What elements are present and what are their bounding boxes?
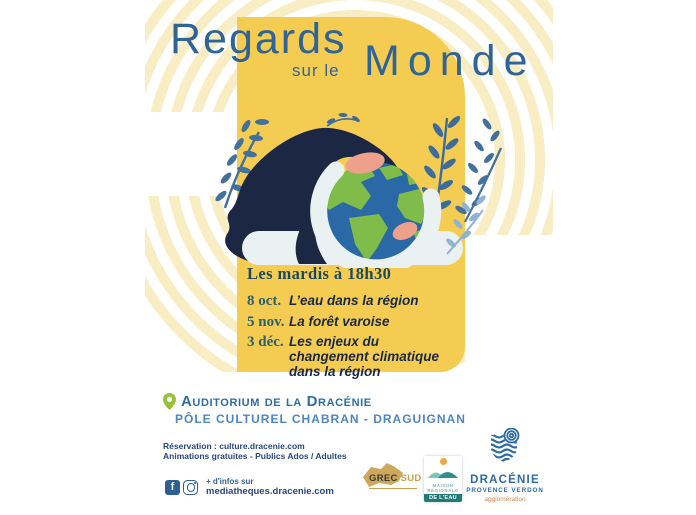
maison-line2: RÉGIONALE [427,488,459,493]
schedule-block [247,264,462,379]
instagram-lens [187,483,196,492]
leaf-sprig-light [445,194,487,254]
title-word-monde: Monde [364,37,536,85]
regards-sur-le-monde-poster [145,0,553,515]
sud-word: SUD [400,473,422,484]
location-pin-icon [163,393,176,410]
grec-sud-logo [361,461,423,501]
dracenie-subtitle: PROVENCE VERDON [466,487,544,494]
grec-word: GREC [369,473,398,484]
maison-line3: DE L'EAU [424,494,462,502]
facebook-icon: f [165,480,180,495]
event-date: 5 nov. [247,314,285,330]
instagram-icon [183,480,198,495]
venue-block [163,393,543,426]
leaf-branch-right-outer [454,117,501,222]
event-date: 8 oct. [247,293,282,309]
woman-hugging-earth-illustration [215,112,507,268]
venue-address: PÔLE CULTUREL CHABRAN - DRAGUIGNAN [175,412,466,426]
mountains-icon [426,465,460,478]
reservation-line: Réservation : culture.dracenie.com [163,441,305,451]
event-topic: La forêt varoise [289,314,390,329]
dracenie-logo [466,428,544,503]
grec-tagline-rule [369,488,417,489]
leaf-sprig-top [326,113,361,126]
event-topic: L’eau dans la région [289,293,419,308]
maison-line1: MAISON [432,483,454,488]
more-info-label: + d'infos sur [206,477,254,486]
website-url: mediatheques.dracenie.com [206,486,334,497]
social-block [165,477,334,497]
sun-icon [440,458,447,465]
title-word-regards: Regards [170,15,347,63]
audience-line: Animations gratuites - Publics Ados / Adultes [163,450,347,461]
title-connector: sur le [292,61,340,80]
event-row [247,314,462,331]
dracenie-shield-icon [489,428,521,466]
booking-block [163,442,347,461]
dracenie-name: DRACÉNIE [470,474,540,486]
dracenie-tagline: agglomération [484,496,526,503]
instagram-dot [194,482,196,484]
event-date: 3 déc. [247,334,284,350]
maison-regionale-eau-logo [424,456,462,502]
venue-name: Auditorium de la Dracénie [181,393,372,410]
schedule-header: Les mardis à 18h30 [247,264,392,283]
event-row [247,293,462,310]
event-topic: Les enjeux du changement climatique dans la région [289,334,440,379]
event-row [247,334,462,379]
